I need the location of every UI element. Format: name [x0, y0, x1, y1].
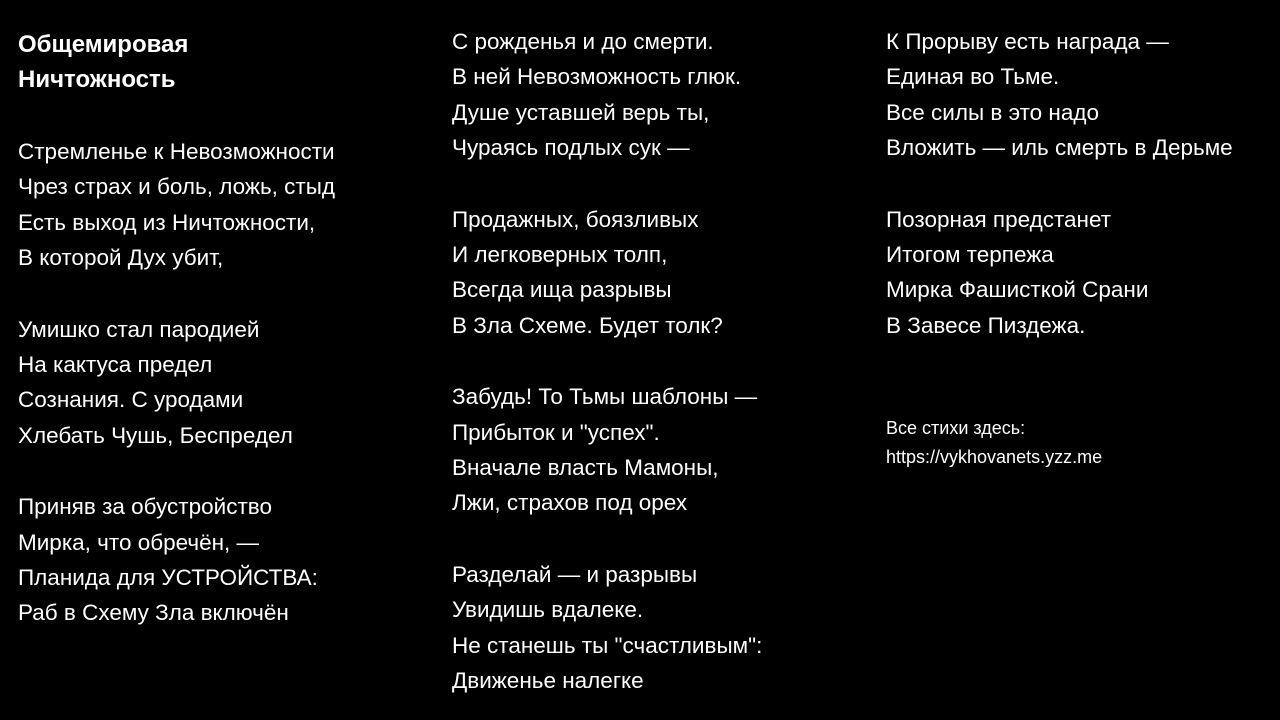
verse-line: И легковерных толп, — [452, 242, 668, 268]
verse-line: Забудь! То Тьмы шаблоны — — [452, 384, 758, 410]
verse-line: Мирка, что обречён, — — [18, 529, 260, 555]
verse-line: Стремленье к Невозможности — [18, 139, 335, 164]
verse-line: Хлебать Чушь, Беспредел — [18, 422, 293, 448]
poem-title — [18, 0, 418, 97]
stanza — [452, 379, 872, 521]
verse-line: Не станешь ты "счастливым": — [452, 632, 763, 658]
verse-line: Продажных, боязливых — [452, 206, 699, 232]
verse-line: Чураясь подлых сук — — [452, 135, 690, 161]
stanza — [18, 489, 418, 631]
verse-line: Планида для УСТРОЙСТВА: — [18, 565, 318, 591]
stanza — [452, 202, 872, 344]
verse-line: В которой Дух убит, — [18, 245, 224, 271]
verse-line: Итогом терпежа — [886, 242, 1054, 268]
verse-line: Вначале власть Мамоны, — [452, 455, 719, 481]
poem-column-3 — [886, 0, 1280, 472]
stanza — [886, 24, 1280, 166]
verse-line: Увидишь вдалеке. — [452, 597, 644, 623]
verse-line: Умишко стал пародией — [18, 316, 260, 342]
poem-title-line-2: Ничтожность — [18, 66, 176, 93]
verse-line: Приняв за обустройство — [18, 494, 272, 520]
verse-line: Вложить — иль смерть в Дерьме — [886, 135, 1233, 161]
verse-line: На кактуса предел — [18, 352, 213, 378]
stanza — [886, 202, 1280, 344]
verse-line: Всегда ища разрывы — [452, 277, 672, 303]
footer-url: https://vykhovanets.yzz.me — [886, 447, 1103, 468]
footer — [886, 414, 1280, 472]
poem-column-1 — [18, 0, 418, 631]
verse-line: Сознания. С уродами — [18, 387, 244, 413]
verse-line: Прибыток и "успех". — [452, 419, 660, 445]
verse-line: С рожденья и до смерти. — [452, 29, 714, 54]
verse-line: К Прорыву есть награда — — [886, 29, 1169, 54]
footer-label: Все стихи здесь: — [886, 418, 1026, 439]
verse-line: Мирка Фашисткой Срани — [886, 277, 1149, 303]
stanza — [18, 312, 418, 454]
verse-line: В Завесе Пиздежа. — [886, 312, 1086, 338]
verse-line: В Зла Схеме. Будет толк? — [452, 312, 723, 338]
stanza — [452, 557, 872, 699]
verse-line: Позорная предстанет — [886, 206, 1112, 232]
poem-title-line-1: Общемировая — [18, 31, 189, 58]
poem-column-2 — [452, 0, 872, 699]
verse-line: Движенье налегке — [452, 668, 644, 694]
verse-line: Лжи, страхов под орех — [452, 490, 688, 516]
verse-line: Раб в Схему Зла включён — [18, 600, 289, 626]
stanza — [452, 24, 872, 166]
stanza — [18, 134, 418, 276]
verse-line: В ней Невозможность глюк. — [452, 64, 742, 90]
verse-line: Чрез страх и боль, ложь, стыд — [18, 174, 336, 200]
verse-line: Разделай — и разрывы — [452, 561, 698, 587]
verse-line: Душе уставшей верь ты, — [452, 99, 710, 125]
verse-line: Все силы в это надо — [886, 99, 1099, 125]
verse-line: Есть выход из Ничтожности, — [18, 209, 316, 235]
verse-line: Единая во Тьме. — [886, 64, 1060, 90]
